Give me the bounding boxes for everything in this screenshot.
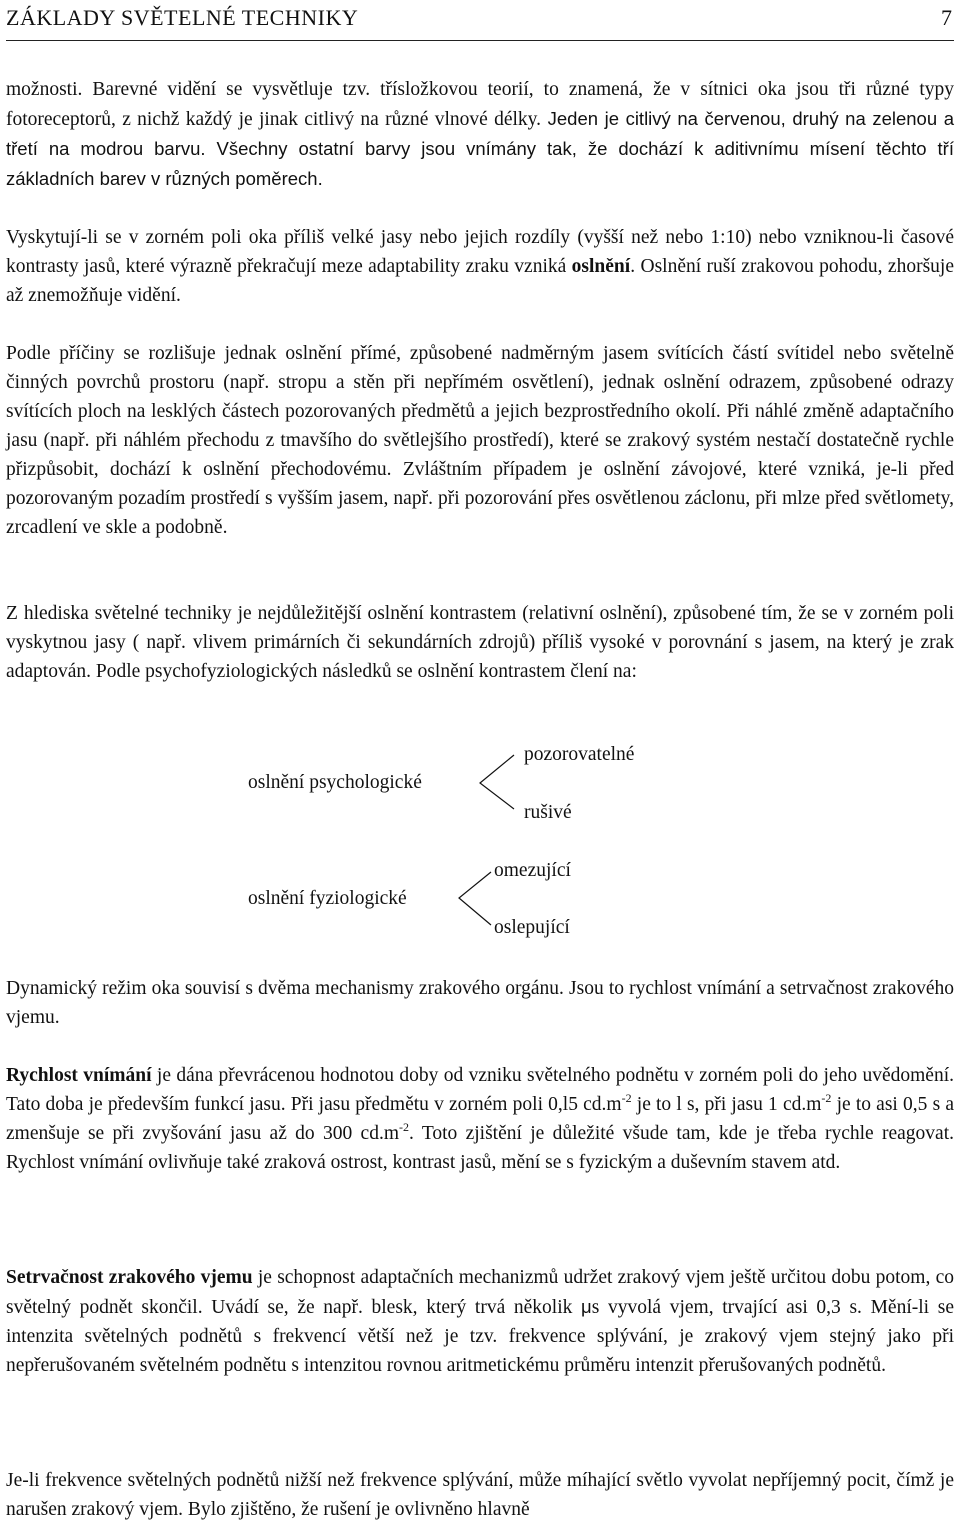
visual-persistence-text-1: je schopnost adaptačních mechanizmů udržet zrakový vjem ještě určitou dobu potom, co světelný podnět skončil. Uvádí se, že např. blesk, který trvá několik — [6, 1267, 955, 1318]
paragraph-color-vision-sans: Jeden je citlivý na červenou, druhý na zelenou a třetí na modrou barvu. Všechny ostatní barvy jsou vnímány tak, že dochází k aditivnímu mísení těchto tří základních barev v různých poměrech. — [6, 108, 955, 189]
perception-speed-text-3: je to asi 0,5 s a zmenšuje se při zvyšování jasu až do 300 cd.m — [6, 1094, 954, 1144]
paragraph-color-vision-serif: možnosti. Barevné vidění se vysvětluje tzv. třísložkovou teorií, to znamená, že v sítnici oka jsou tři různé typy fotoreceptorů, z nichž každý je jinak citlivý na různé vlnové délky. — [6, 79, 954, 130]
exponent-1: -2 — [621, 1091, 632, 1105]
micro-symbol: μ — [581, 1296, 592, 1317]
diagram-psychological: oslnění psychologické — [248, 772, 422, 793]
paragraph-glare-causes: Podle příčiny se rozlišuje jednak oslnění přímé, způsobené nadměrným jasem svítících částí svítidel nebo světelně činných povrchů prostoru (např. stropu a stěn při nepřímém osvětlení), jednak oslnění odrazem, způsobené odrazy svítících ploch na lesklých částech pozorovaných předmětů a jejich bezprostředního okolí. Při náhlé změně adaptačního jasu (např. při náhlém přechodu z tmavšího do světlejšího prostředí), které se zrakový systém nestačí dostatečně rychle přizpůsobit, dochází k oslnění přechodovému. Zvláštním případem je oslnění závojové, které vzniká, je-li před pozorovaným pozadím prostředí s vyšším jasem, např. při pozorování přes osvětlenou záclonu, při mlze před světlomety, zrcadlení ve skle a podobně. — [6, 343, 954, 538]
exponent-2: -2 — [821, 1091, 832, 1105]
perception-speed-text-2: je to l s, při jasu 1 cd.m — [631, 1094, 822, 1115]
page-number: 7 — [941, 5, 952, 30]
perception-speed-text-1: je dána převrácenou hodnotou doby od vzniku světelného podnětu v zorném poli do jeho uvědomění. Tato doba je především funkcí jasu. Při jasu předmětu v zorném poli 0,l5 cd.m — [6, 1065, 954, 1115]
glare-term: oslnění — [571, 256, 631, 277]
diagram-limiting: omezující — [494, 860, 571, 881]
paragraph-visual-persistence — [6, 1263, 954, 1380]
header-title: ZÁKLADY SVĚTELNÉ TECHNIKY — [6, 5, 359, 30]
paragraph-color-vision — [6, 75, 954, 194]
diagram-disturbing: rušivé — [524, 802, 572, 823]
visual-persistence-text-2: s vyvolá vjem, trvající asi 0,3 s. Mění-li se intenzita světelných podnětů s frekvencí větší než je tzv. frekvence splývání, je zrakový vjem stejný jako při nepřerušovaném světelném podnětu s intenzitou rovnou aritmetickému průměru intenzit přerušovaných podnětů. — [6, 1297, 954, 1376]
diagram-branch-lines — [0, 735, 960, 950]
psych-branch-lines — [480, 755, 514, 809]
exponent-3: -2 — [398, 1120, 409, 1134]
paragraph-contrast-glare: Z hlediska světelné techniky je nejdůležitější oslnění kontrastem (relativní oslnění), způsobené tím, že se v zorném poli vyskytnou jasy ( např. vlivem primárních či sekundárních zdrojů) příliš vysoké v porovnání s jasem, na který je zrak adaptován. Podle psychofyziologických následků se oslnění kontrastem člení na: — [6, 603, 954, 682]
diagram-blinding: oslepující — [494, 917, 570, 938]
paragraph-flicker: Je-li frekvence světelných podnětů nižší než frekvence splývání, může míhající světlo vyvolat nepříjemný pocit, čímž je narušen zrakový vjem. Bylo zjištěno, že rušení je ovlivněno hlavně — [6, 1470, 954, 1520]
page-header — [6, 0, 954, 41]
glare-classification-diagram — [0, 735, 960, 950]
glare-definition-text-end: . Oslnění ruší zrakovou pohodu, zhoršuje až znemožňuje vidění. — [6, 256, 954, 306]
diagram-physiological: oslnění fyziologické — [248, 888, 407, 909]
paragraph-glare-definition — [6, 223, 954, 310]
phys-branch-lines — [459, 872, 491, 925]
visual-persistence-term: Setrvačnost zrakového vjemu — [6, 1267, 253, 1288]
paragraph-dynamic-mode: Dynamický režim oka souvisí s dvěma mechanismy zrakového orgánu. Jsou to rychlost vnímání a setrvačnost zrakového vjemu. — [6, 978, 954, 1028]
diagram-observable: pozorovatelné — [524, 744, 635, 765]
perception-speed-text-4: . Toto zjištění je důležité všude tam, kde je třeba rychle reagovat. Rychlost vnímání ovlivňuje také zraková ostrost, kontrast jasů, mění se s fyzickým a duševním stavem atd. — [6, 1123, 954, 1173]
glare-definition-text: Vyskytují-li se v zorném poli oka příliš velké jasy nebo jejich rozdíly (vyšší než nebo 1:10) nebo vzniknou-li časové kontrasty jasů, které výrazně překračují meze adaptability zraku vzniká — [6, 227, 954, 277]
paragraph-perception-speed — [6, 1061, 954, 1177]
perception-speed-term: Rychlost vnímání — [6, 1065, 152, 1086]
